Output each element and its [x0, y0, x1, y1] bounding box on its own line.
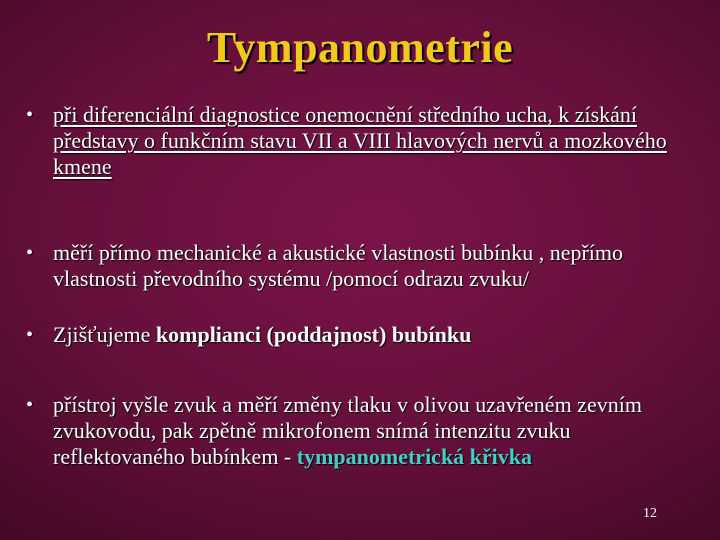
bullet-bold-term: komplianci (poddajnost) bubínku: [155, 322, 472, 347]
bullet-marker: •: [26, 324, 34, 346]
bullet-item: [26, 392, 686, 470]
bullet-item: [26, 240, 686, 292]
slide-number: 12: [643, 506, 657, 521]
bullet-text: [53, 322, 686, 348]
bullet-prefix: Zjišťujeme: [53, 322, 156, 347]
bullet-highlight-term: tympanometrická křivka: [296, 444, 533, 469]
bullet-marker: •: [26, 104, 34, 126]
bullet-text: při diferenciální diagnostice onemocnění středního ucha, k získání představy o funkčním stavu VII a VIII hlavových nervů a mozkového kmene: [53, 102, 667, 179]
bullet-text: měří přímo mechanické a akustické vlastnosti bubínku , nepřímo vlastnosti převodního systému /pomocí odrazu zvuku/: [53, 240, 624, 291]
bullet-item: [26, 102, 686, 180]
bullet-marker: •: [26, 394, 34, 416]
bullet-item: [26, 322, 686, 348]
bullet-body: přístroj vyšle zvuk a měří změny tlaku v olivou uzavřeném zevním zvukovodu, pak zpětně mikrofonem snímá intenzitu zvuku reflektovaného bubínkem -: [53, 392, 642, 469]
slide-title: Tympanometrie: [206, 23, 514, 72]
bullet-text: [53, 392, 686, 470]
bullet-marker: •: [26, 242, 34, 264]
